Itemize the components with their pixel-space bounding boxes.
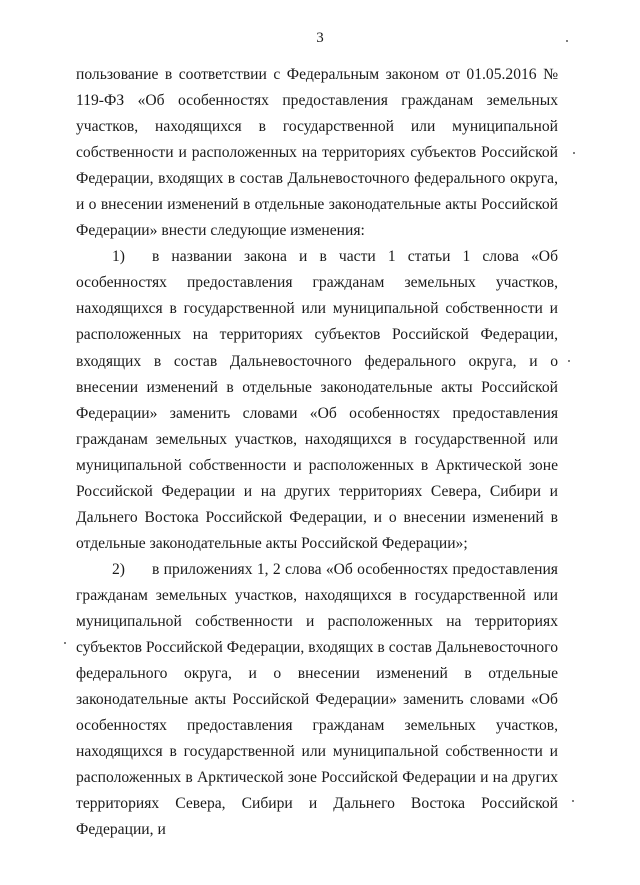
- intro-paragraph: пользование в соответствии с Федеральным законом от 01.05.2016 № 119-ФЗ «Об особенностях предоставления гражданам земельных участков, находящихся в государственной или муниципальной собственности и расположенных на территориях субъектов Российской Федерации, входящих в состав Дальневосточного федерального округа, и о внесении изменений в отдельные законодательные акты Российской Федерации» внести следующие изменения:: [76, 66, 558, 240]
- scan-speck: [572, 800, 574, 802]
- scan-speck: [64, 642, 66, 644]
- list-item-1: [76, 244, 558, 557]
- document-body: [76, 62, 558, 843]
- list-item-text: в приложениях 1, 2 слова «Об особенностях предоставления гражданам земельных участков, находящихся в государственной или муниципальной собственности и расположенных на территориях субъектов Российской Федерации, входящих в состав Дальневосточного федерального округа, и о внесении изменений в отдельные законодательные акты Российской Федерации» заменить словами «Об особенностях предоставления гражданам земельных участков, находящихся в государственной или муниципальной собственности и расположенных в Арктической зоне Российской Федерации и на других территориях Севера, Сибири и Дальнего Востока Российской Федерации, и: [76, 560, 558, 839]
- scan-speck: [566, 40, 568, 42]
- list-item-2: [76, 557, 558, 844]
- page-number: 3: [316, 30, 324, 46]
- scan-speck: [573, 152, 575, 154]
- list-item-marker: 2): [112, 560, 125, 578]
- list-item-marker: 1): [112, 248, 125, 266]
- list-item-text: в названии закона и в части 1 статьи 1 слова «Об особенностях предоставления гражданам земельных участков, находящихся в государственной или муниципальной собственности и расположенных на территориях субъектов Российской Федерации, входящих в состав Дальневосточного федерального округа, и о внесении изменений в отдельные законодательные акты Российской Федерации» заменить словами «Об особенностях предоставления гражданам земельных участков, находящихся в государственной или муниципальной собственности и расположенных в Арктической зоне Российской Федерации и на других территориях Севера, Сибири и Дальнего Востока Российской Федерации, и о внесении изменений в отдельные законодательные акты Российской Федерации»;: [76, 248, 558, 552]
- scan-speck: [568, 360, 570, 362]
